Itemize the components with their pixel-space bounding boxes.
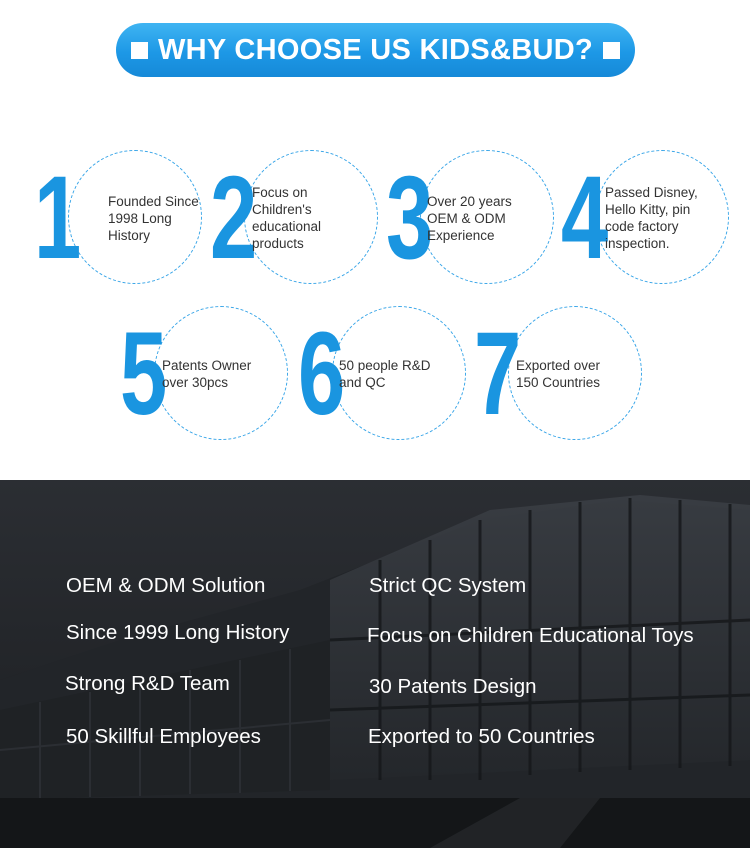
feature-item-1 xyxy=(34,148,204,288)
section-title-banner xyxy=(116,23,635,77)
advantage-item: Since 1999 Long History xyxy=(66,621,290,644)
building-background-image xyxy=(0,480,750,848)
feature-text xyxy=(605,148,701,288)
advantage-item: Exported to 50 Countries xyxy=(368,725,595,748)
feature-text xyxy=(427,148,527,288)
feature-text xyxy=(339,304,435,444)
feature-item-6 xyxy=(298,304,468,444)
section-title: WHY CHOOSE US KIDS&BUD? xyxy=(158,33,593,66)
advantage-item: Strong R&D Team xyxy=(65,672,230,695)
square-bullet-icon xyxy=(131,42,148,59)
feature-item-2 xyxy=(210,148,380,288)
feature-number: 6 xyxy=(298,308,344,440)
feature-item-5 xyxy=(120,304,290,444)
feature-text-content: Focus on Children's educational products xyxy=(252,185,322,251)
feature-text-content: Passed Disney, Hello Kitty, pin code factory inspection. xyxy=(605,185,698,251)
feature-number: 7 xyxy=(474,308,520,440)
feature-text-content: Exported over 150 Countries xyxy=(516,358,601,390)
feature-number: 3 xyxy=(386,152,432,284)
advantage-item: 30 Patents Design xyxy=(369,675,537,698)
feature-item-3 xyxy=(386,148,556,288)
advantage-item: Focus on Children Educational Toys xyxy=(367,624,694,647)
feature-item-7 xyxy=(474,304,644,444)
square-bullet-icon xyxy=(603,42,620,59)
advantage-item: OEM & ODM Solution xyxy=(66,574,266,597)
feature-text xyxy=(516,304,612,444)
advantage-item: 50 Skillful Employees xyxy=(66,725,261,748)
feature-text-content: Founded Since 1998 Long History xyxy=(108,193,199,243)
feature-item-4 xyxy=(561,148,731,288)
feature-text xyxy=(162,304,252,444)
feature-text xyxy=(252,148,342,288)
advantage-item: Strict QC System xyxy=(369,574,527,597)
feature-number: 2 xyxy=(210,152,256,284)
feature-number: 5 xyxy=(120,308,166,440)
feature-number: 1 xyxy=(34,152,80,284)
advantages-section xyxy=(0,480,750,848)
feature-text-content: Patents Owner over 30pcs xyxy=(162,358,252,390)
feature-number: 4 xyxy=(561,152,607,284)
feature-text xyxy=(108,148,204,288)
feature-text-content: 50 people R&D and QC xyxy=(339,358,431,390)
feature-text-content: Over 20 years OEM & ODM Experience xyxy=(427,193,512,243)
